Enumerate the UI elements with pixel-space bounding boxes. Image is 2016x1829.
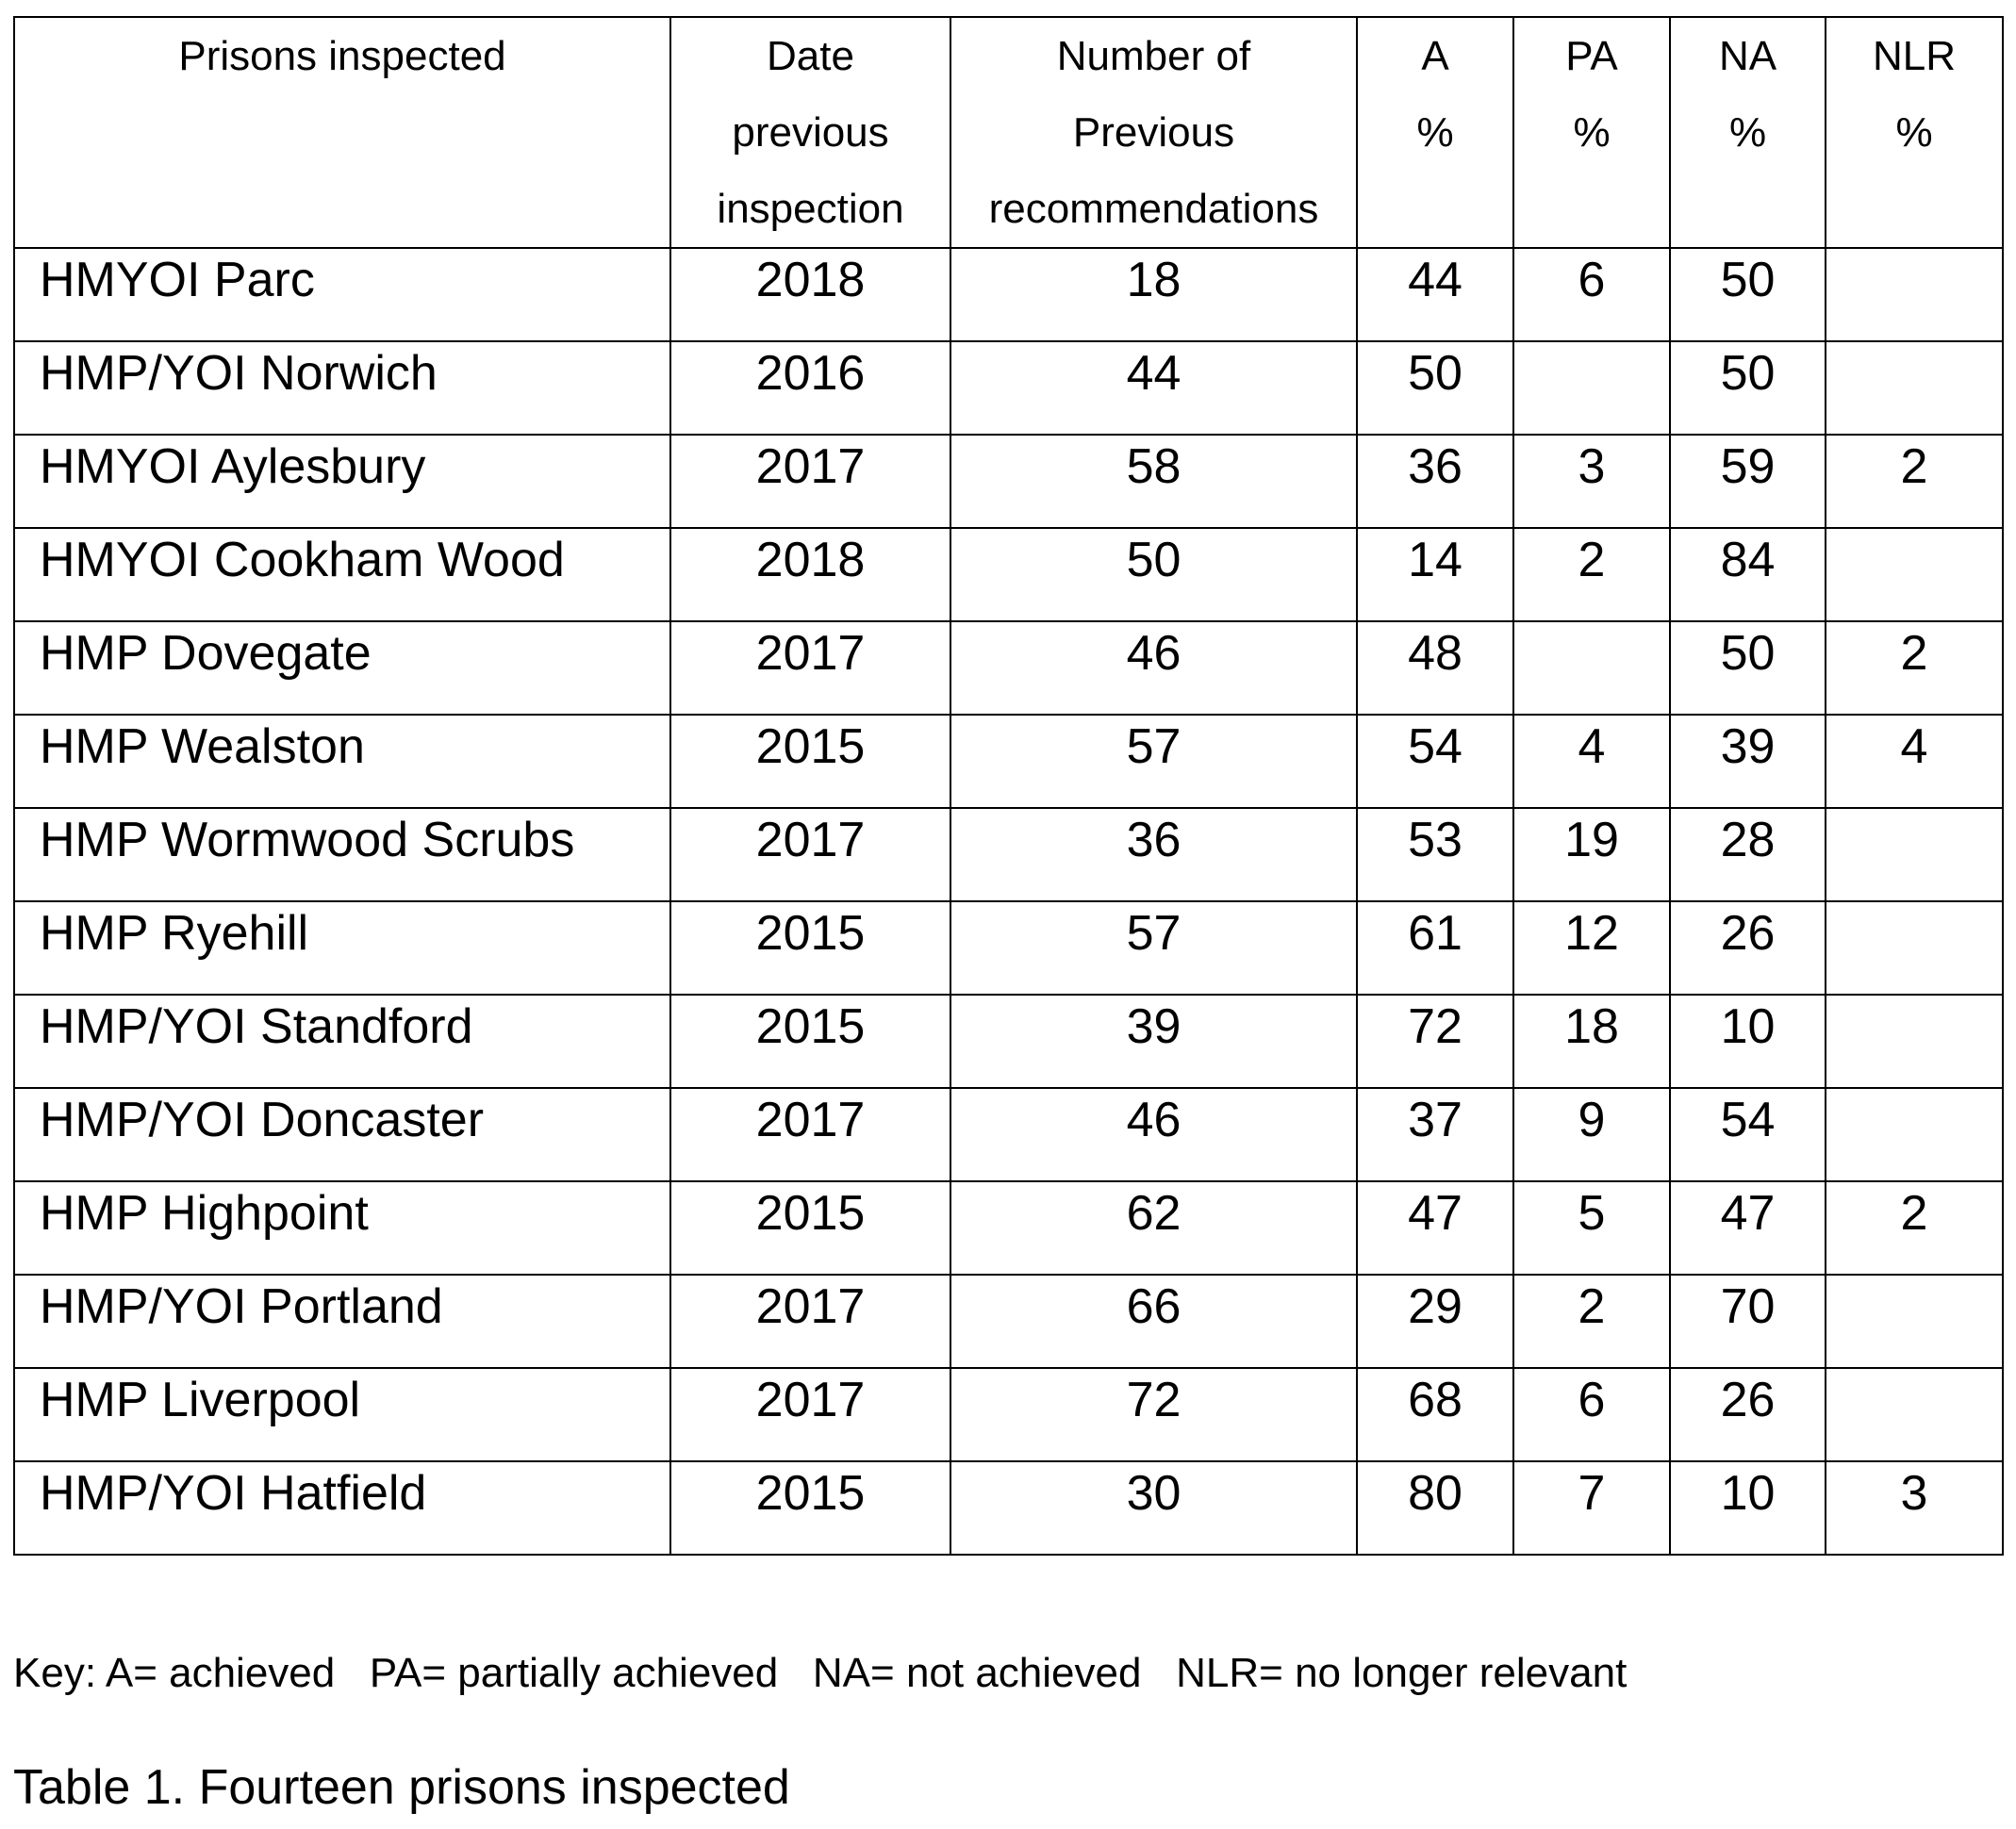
- cell-number: 30: [950, 1461, 1357, 1555]
- cell-nlr: [1826, 808, 2003, 901]
- cell-nlr: 3: [1826, 1461, 2003, 1555]
- table-row: [14, 248, 2003, 341]
- column-header-a-line: %: [1416, 109, 1454, 156]
- cell-na: 10: [1670, 1461, 1826, 1555]
- cell-a: 47: [1357, 1181, 1513, 1275]
- column-header-nlr-line: %: [1895, 109, 1933, 156]
- cell-number: 57: [950, 901, 1357, 995]
- cell-nlr: [1826, 248, 2003, 341]
- column-header-date-line: Date: [767, 33, 854, 79]
- cell-pa: 6: [1513, 248, 1670, 341]
- cell-a: 14: [1357, 528, 1513, 621]
- cell-nlr: [1826, 1368, 2003, 1461]
- cell-date: 2015: [670, 901, 950, 995]
- cell-pa: 2: [1513, 1275, 1670, 1368]
- cell-number: 57: [950, 715, 1357, 808]
- column-header-na-line: %: [1728, 109, 1767, 156]
- column-header-date: [670, 17, 950, 248]
- cell-nlr: 2: [1826, 435, 2003, 528]
- cell-pa: 18: [1513, 995, 1670, 1088]
- cell-pa: 7: [1513, 1461, 1670, 1555]
- cell-prison: HMP Wormwood Scrubs: [14, 808, 670, 901]
- cell-number: 18: [950, 248, 1357, 341]
- cell-date: 2017: [670, 808, 950, 901]
- cell-a: 50: [1357, 341, 1513, 435]
- key-legend: Key: A= achieved PA= partially achieved NA= not achieved NLR= no longer relevant: [13, 1650, 1628, 1696]
- column-header-na: [1670, 17, 1826, 248]
- column-header-prison: [14, 17, 670, 248]
- column-header-a: [1357, 17, 1513, 248]
- cell-date: 2017: [670, 1088, 950, 1181]
- cell-date: 2015: [670, 1461, 950, 1555]
- cell-na: 26: [1670, 901, 1826, 995]
- table-row: [14, 995, 2003, 1088]
- cell-prison: HMP Ryehill: [14, 901, 670, 995]
- cell-prison: HMP Highpoint: [14, 1181, 670, 1275]
- column-header-number-line: Number of: [1056, 33, 1251, 79]
- table-row: [14, 1275, 2003, 1368]
- cell-date: 2015: [670, 995, 950, 1088]
- table-row: [14, 1461, 2003, 1555]
- cell-a: 68: [1357, 1368, 1513, 1461]
- cell-number: 72: [950, 1368, 1357, 1461]
- cell-a: 54: [1357, 715, 1513, 808]
- table-row: [14, 621, 2003, 715]
- column-header-date-line: inspection: [717, 186, 904, 232]
- table-row: [14, 341, 2003, 435]
- cell-nlr: [1826, 528, 2003, 621]
- cell-number: 44: [950, 341, 1357, 435]
- cell-a: 80: [1357, 1461, 1513, 1555]
- cell-date: 2015: [670, 715, 950, 808]
- cell-a: 72: [1357, 995, 1513, 1088]
- cell-na: 70: [1670, 1275, 1826, 1368]
- cell-number: 62: [950, 1181, 1357, 1275]
- cell-na: 47: [1670, 1181, 1826, 1275]
- cell-a: 48: [1357, 621, 1513, 715]
- cell-prison: HMYOI Parc: [14, 248, 670, 341]
- column-header-number-line: recommendations: [988, 186, 1319, 232]
- cell-pa: 12: [1513, 901, 1670, 995]
- table-row: [14, 1088, 2003, 1181]
- prisons-table: [13, 16, 2004, 1556]
- table-row: [14, 808, 2003, 901]
- cell-date: 2015: [670, 1181, 950, 1275]
- column-header-a-line: A: [1421, 33, 1449, 79]
- cell-na: 50: [1670, 341, 1826, 435]
- table-caption: Table 1. Fourteen prisons inspected: [13, 1760, 790, 1815]
- table-row: [14, 715, 2003, 808]
- cell-pa: [1513, 621, 1670, 715]
- cell-a: 37: [1357, 1088, 1513, 1181]
- cell-na: 84: [1670, 528, 1826, 621]
- cell-prison: HMP Wealston: [14, 715, 670, 808]
- cell-date: 2017: [670, 1275, 950, 1368]
- cell-date: 2016: [670, 341, 950, 435]
- cell-nlr: [1826, 901, 2003, 995]
- column-header-na-line: NA: [1718, 33, 1777, 79]
- cell-nlr: 2: [1826, 1181, 2003, 1275]
- cell-prison: HMP/YOI Portland: [14, 1275, 670, 1368]
- cell-date: 2018: [670, 528, 950, 621]
- column-header-pa-line: PA: [1565, 33, 1618, 79]
- cell-prison: HMYOI Aylesbury: [14, 435, 670, 528]
- cell-prison: HMP Dovegate: [14, 621, 670, 715]
- cell-a: 44: [1357, 248, 1513, 341]
- cell-pa: 2: [1513, 528, 1670, 621]
- cell-prison: HMYOI Cookham Wood: [14, 528, 670, 621]
- cell-pa: [1513, 341, 1670, 435]
- cell-na: 50: [1670, 248, 1826, 341]
- cell-prison: HMP/YOI Standford: [14, 995, 670, 1088]
- cell-number: 50: [950, 528, 1357, 621]
- cell-date: 2017: [670, 435, 950, 528]
- cell-pa: 4: [1513, 715, 1670, 808]
- cell-nlr: [1826, 995, 2003, 1088]
- cell-nlr: 2: [1826, 621, 2003, 715]
- cell-na: 54: [1670, 1088, 1826, 1181]
- cell-number: 39: [950, 995, 1357, 1088]
- cell-prison: HMP/YOI Doncaster: [14, 1088, 670, 1181]
- column-header-date-line: previous: [732, 109, 889, 156]
- table-row: [14, 901, 2003, 995]
- cell-pa: 6: [1513, 1368, 1670, 1461]
- cell-prison: HMP/YOI Norwich: [14, 341, 670, 435]
- cell-nlr: [1826, 1088, 2003, 1181]
- cell-na: 10: [1670, 995, 1826, 1088]
- cell-na: 50: [1670, 621, 1826, 715]
- cell-na: 28: [1670, 808, 1826, 901]
- cell-pa: 3: [1513, 435, 1670, 528]
- column-header-number-line: Previous: [1072, 109, 1235, 156]
- cell-nlr: 4: [1826, 715, 2003, 808]
- cell-na: 59: [1670, 435, 1826, 528]
- cell-nlr: [1826, 341, 2003, 435]
- cell-nlr: [1826, 1275, 2003, 1368]
- cell-a: 36: [1357, 435, 1513, 528]
- column-header-nlr-line: NLR: [1872, 33, 1957, 79]
- column-header-pa-line: %: [1573, 109, 1611, 156]
- cell-number: 58: [950, 435, 1357, 528]
- table-row: [14, 435, 2003, 528]
- cell-date: 2017: [670, 1368, 950, 1461]
- cell-a: 53: [1357, 808, 1513, 901]
- cell-number: 66: [950, 1275, 1357, 1368]
- cell-a: 61: [1357, 901, 1513, 995]
- cell-na: 26: [1670, 1368, 1826, 1461]
- column-header-prison-line: Prisons inspected: [178, 33, 506, 79]
- cell-pa: 9: [1513, 1088, 1670, 1181]
- column-header-number: [950, 17, 1357, 248]
- table-row: [14, 1368, 2003, 1461]
- column-header-pa: [1513, 17, 1670, 248]
- cell-a: 29: [1357, 1275, 1513, 1368]
- cell-pa: 19: [1513, 808, 1670, 901]
- cell-number: 46: [950, 1088, 1357, 1181]
- cell-na: 39: [1670, 715, 1826, 808]
- table-body: [14, 248, 2003, 1555]
- table-row: [14, 1181, 2003, 1275]
- table-row: [14, 528, 2003, 621]
- header-row: [14, 17, 2003, 248]
- cell-date: 2018: [670, 248, 950, 341]
- cell-number: 36: [950, 808, 1357, 901]
- column-header-nlr: [1826, 17, 2003, 248]
- cell-number: 46: [950, 621, 1357, 715]
- cell-prison: HMP Liverpool: [14, 1368, 670, 1461]
- cell-date: 2017: [670, 621, 950, 715]
- cell-pa: 5: [1513, 1181, 1670, 1275]
- cell-prison: HMP/YOI Hatfield: [14, 1461, 670, 1555]
